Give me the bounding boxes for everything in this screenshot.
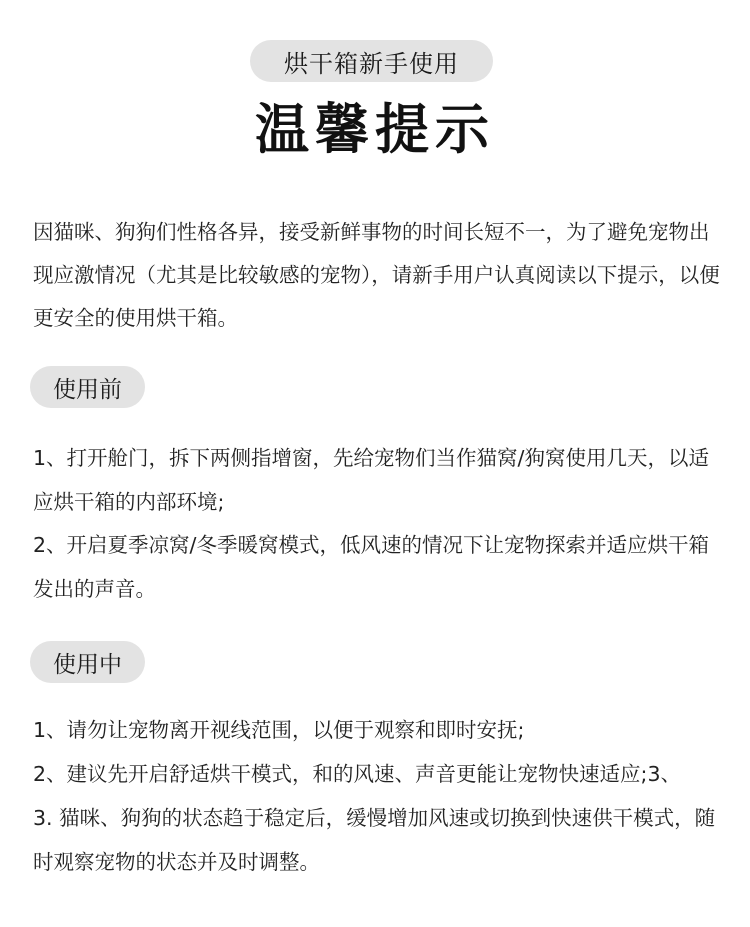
section-title-during-use: 使用中 — [30, 641, 145, 683]
during-use-list — [33, 708, 723, 884]
before-use-list — [33, 437, 723, 611]
header-label: 烘干箱新手使用 — [250, 40, 493, 82]
list-item: 3. 猫咪、狗狗的状态趋于稳定后，缓慢增加风速或切换到快速供干模式，随时观察宠物的状态并及时调整。 — [33, 806, 716, 874]
section-title-before-use: 使用前 — [30, 366, 145, 408]
list-item: 1、请勿让宠物离开视线范围，以便于观察和即时安抚; — [33, 718, 525, 742]
list-item: 1、打开舱门，拆下两侧指增窗，先给宠物们当作猫窝/狗窝使用几天，以适应烘干箱的内部环境; — [33, 446, 709, 514]
intro-paragraph: 因猫咪、狗狗们性格各异，接受新鲜事物的时间长短不一，为了避免宠物出现应激情况（尤其是比较敏感的宠物），请新手用户认真阅读以下提示，以便更安全的使用烘干箱。 — [33, 220, 720, 330]
list-item: 2、建议先开启舒适烘干模式，和的风速、声音更能让宠物快速适应;3、 — [33, 762, 681, 786]
page-title: 温馨提示 — [255, 98, 495, 161]
list-item: 2、开启夏季凉窝/冬季暖窝模式，低风速的情况下让宠物探索并适应烘干箱发出的声音。 — [33, 533, 709, 601]
